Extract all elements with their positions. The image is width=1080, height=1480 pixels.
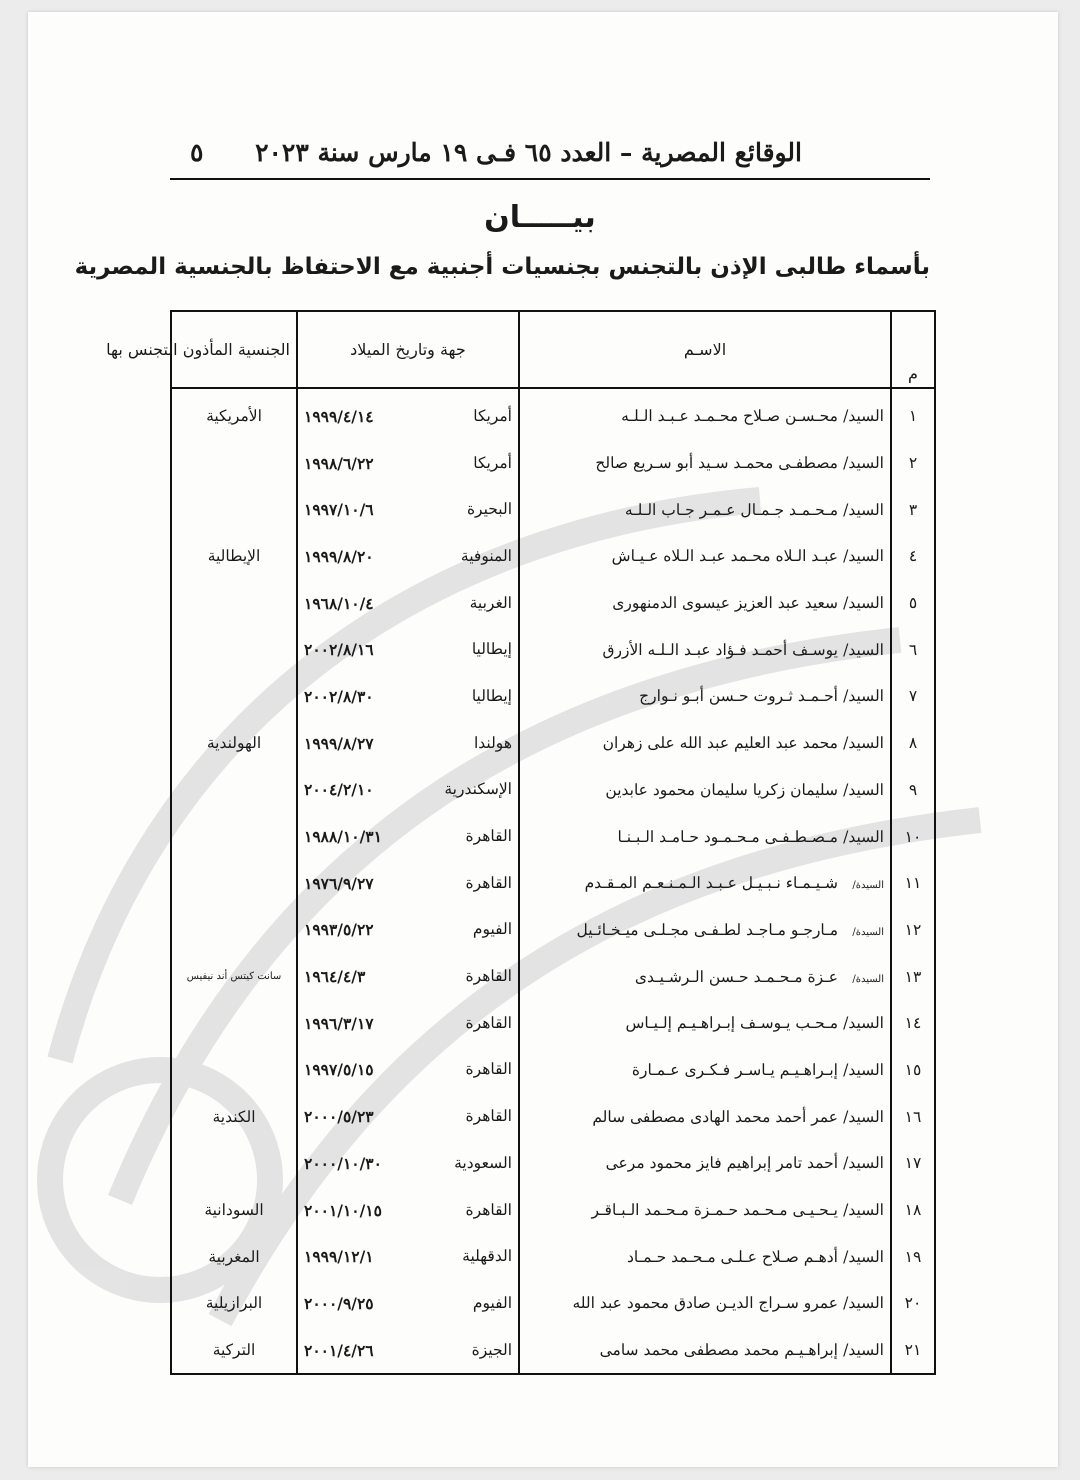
row-name: مـارجـو مـاجـد لطـفـى مجـلـى ميـخـائـيل — [576, 920, 838, 939]
row-birth-date: ١٩٦٨/١٠/٤ — [304, 593, 374, 613]
row-birth-cell — [297, 440, 519, 487]
row-birth-date: ١٩٧٦/٩/٢٧ — [304, 873, 374, 893]
table-row — [171, 1000, 935, 1047]
row-name-cell — [519, 767, 891, 814]
row-birth-place: أمريكا — [473, 406, 512, 425]
row-birth-place: المنوفية — [460, 546, 512, 565]
row-name: يوسـف أحمـد فـؤاد عبـد الـلـه الأزرق — [602, 640, 838, 659]
row-birth-date: ٢٠٠١/١٠/١٥ — [304, 1200, 382, 1220]
row-number: ٥ — [891, 580, 935, 627]
document-title: بيـــــان — [484, 200, 596, 235]
row-name: إبـراهـيـم يـاسـر فـكـرى عـمـارة — [631, 1060, 838, 1079]
row-name-cell — [519, 907, 891, 954]
row-birth-date: ١٩٨٨/١٠/٣١ — [304, 827, 382, 847]
row-name-cell — [519, 673, 891, 720]
row-birth-place: القاهرة — [465, 873, 512, 892]
row-birth-date: ١٩٩٩/٨/٢٠ — [304, 546, 374, 566]
row-birth-date: ٢٠٠٠/٥/٢٣ — [304, 1107, 374, 1127]
row-birth-place: القاهرة — [465, 1060, 512, 1079]
table-row — [171, 440, 935, 487]
table-row — [171, 720, 935, 767]
table-row — [171, 1140, 935, 1187]
row-birth-cell — [297, 580, 519, 627]
table-row — [171, 813, 935, 860]
row-birth-place: إيطاليا — [471, 686, 512, 705]
row-name-cell — [519, 1187, 891, 1234]
row-title: السيد/ — [843, 1154, 884, 1173]
row-number: ٧ — [891, 673, 935, 720]
row-title: السيد/ — [843, 1060, 884, 1079]
row-birth-cell — [297, 486, 519, 533]
row-number: ١٥ — [891, 1047, 935, 1094]
row-title: السيد/ — [843, 547, 884, 566]
row-name-cell — [519, 1047, 891, 1094]
row-title: السيد/ — [843, 407, 884, 426]
row-title: السيدة/ — [852, 973, 884, 985]
table-row — [171, 1327, 935, 1375]
row-number: ١٧ — [891, 1140, 935, 1187]
row-birth-place: الغربية — [469, 593, 512, 612]
row-name: عـزة مـحـمـد حـسن الـرشـيـدى — [634, 967, 838, 986]
row-name-cell — [519, 626, 891, 673]
row-nationality: سانت كيتس أند نيفيس — [171, 953, 297, 1000]
row-name: سعيد عبد العزيز عيسوى الدمنهورى — [612, 594, 838, 613]
row-number: ١٨ — [891, 1187, 935, 1234]
row-birth-cell — [297, 813, 519, 860]
row-number: ١٩ — [891, 1233, 935, 1280]
row-birth-date: ١٩٩٩/٨/٢٧ — [304, 733, 374, 753]
row-birth-cell — [297, 1327, 519, 1375]
row-birth-cell — [297, 1047, 519, 1094]
row-title: السيد/ — [843, 1201, 884, 1220]
row-nationality: الكندية — [171, 1093, 297, 1140]
row-birth-cell — [297, 626, 519, 673]
row-birth-date: ٢٠٠٠/١٠/٣٠ — [304, 1153, 382, 1173]
row-title: السيدة/ — [852, 880, 884, 892]
row-name: سليمان زكريا سليمان محمود عابدين — [605, 780, 838, 799]
row-title: السيد/ — [843, 1247, 884, 1266]
row-birth-cell — [297, 907, 519, 954]
table-row — [171, 1093, 935, 1140]
row-name-cell — [519, 953, 891, 1000]
header-no: م — [891, 311, 935, 388]
row-number: ١٣ — [891, 953, 935, 1000]
row-nationality: الإيطالية — [171, 533, 297, 580]
row-birth-place: القاهرة — [465, 967, 512, 986]
row-birth-date: ١٩٩٨/٦/٢٢ — [304, 453, 374, 473]
row-name: أحـمـد ثـروت حـسن أبـو نـوارج — [639, 687, 838, 706]
row-birth-cell — [297, 533, 519, 580]
row-birth-place: إيطاليا — [471, 640, 512, 659]
row-number: ١١ — [891, 860, 935, 907]
row-name-cell — [519, 1233, 891, 1280]
row-number: ٢ — [891, 440, 935, 487]
header-title: الوقائع المصرية – العدد ٦٥ فـى ١٩ مارس سنة ٢٠٢٣ — [255, 138, 802, 167]
row-title: السيد/ — [843, 780, 884, 799]
row-birth-date: ٢٠٠٢/٨/٣٠ — [304, 686, 374, 706]
row-name-cell — [519, 486, 891, 533]
table-row — [171, 673, 935, 720]
row-title: السيد/ — [843, 1107, 884, 1126]
row-birth-place: الدقهلية — [462, 1247, 512, 1266]
table-row — [171, 953, 935, 1000]
row-name-cell — [519, 1140, 891, 1187]
row-number: ١٦ — [891, 1093, 935, 1140]
table-row — [171, 388, 935, 440]
row-nationality — [171, 580, 297, 627]
row-birth-cell — [297, 767, 519, 814]
row-title: السيد/ — [843, 827, 884, 846]
table-row — [171, 1187, 935, 1234]
table-row — [171, 533, 935, 580]
row-name: شـيـمـاء نـبـيـل عـبـد الـمـنـعـم المـقـدم — [584, 874, 838, 893]
row-number: ٩ — [891, 767, 935, 814]
row-birth-cell — [297, 860, 519, 907]
row-birth-date: ١٩٩٣/٥/٢٢ — [304, 920, 374, 940]
row-name-cell — [519, 580, 891, 627]
table-row — [171, 486, 935, 533]
row-name: أدهـم صـلاح عـلـى مـحـمد حـمـاد — [626, 1247, 838, 1266]
header-name: الاسـم — [519, 311, 891, 388]
row-nationality: التركية — [171, 1327, 297, 1375]
header-nationality: الجنسية المأذون التجنس بها — [171, 311, 297, 388]
row-birth-cell — [297, 1140, 519, 1187]
row-name: مـحـب يـوسـف إبـراهـيـم إلـيـاس — [625, 1014, 838, 1033]
row-number: ٢٠ — [891, 1280, 935, 1327]
row-birth-date: ٢٠٠٠/٩/٢٥ — [304, 1293, 374, 1313]
row-name: مـصـطـفـى مـحـمـود حـامـد الـبـنـا — [617, 827, 838, 846]
row-number: ١٠ — [891, 813, 935, 860]
row-nationality — [171, 1000, 297, 1047]
row-nationality — [171, 626, 297, 673]
row-name-cell — [519, 813, 891, 860]
row-name-cell — [519, 720, 891, 767]
table-row — [171, 767, 935, 814]
row-birth-cell — [297, 388, 519, 440]
row-nationality: الأمريكية — [171, 388, 297, 440]
row-title: السيد/ — [843, 500, 884, 519]
row-name-cell — [519, 860, 891, 907]
table-row — [171, 1047, 935, 1094]
row-name: عمر أحمد محمد الهادى مصطفى سالم — [592, 1107, 838, 1126]
row-name: محمد عبد العليم عبد الله على زهران — [602, 734, 838, 753]
header-birth: جهة وتاريخ الميلاد — [297, 311, 519, 388]
row-name-cell — [519, 440, 891, 487]
row-nationality — [171, 767, 297, 814]
row-nationality: الهولندية — [171, 720, 297, 767]
row-name: عبـد الـلاه محـمد عبـد الـلاه عـيـاش — [611, 547, 838, 566]
row-birth-place: الجيزة — [471, 1340, 512, 1359]
row-title: السيد/ — [843, 734, 884, 753]
row-number: ٢١ — [891, 1327, 935, 1375]
row-birth-place: القاهرة — [465, 827, 512, 846]
row-nationality — [171, 1047, 297, 1094]
row-birth-date: ١٩٦٤/٤/٣ — [304, 967, 366, 987]
row-nationality: السودانية — [171, 1187, 297, 1234]
row-birth-place: السعودية — [454, 1153, 512, 1172]
table-row — [171, 907, 935, 954]
row-birth-cell — [297, 673, 519, 720]
row-birth-date: ١٩٩٧/٥/١٥ — [304, 1060, 374, 1080]
row-birth-place: الفيوم — [472, 920, 512, 939]
table-row — [171, 1233, 935, 1280]
row-birth-cell — [297, 1000, 519, 1047]
row-birth-place: القاهرة — [465, 1013, 512, 1032]
row-birth-date: ١٩٩٩/٤/١٤ — [304, 406, 374, 426]
row-birth-date: ٢٠٠١/٤/٢٦ — [304, 1340, 374, 1360]
row-nationality — [171, 440, 297, 487]
row-number: ١٤ — [891, 1000, 935, 1047]
naturalization-table — [106, 310, 936, 1375]
row-birth-cell — [297, 720, 519, 767]
row-name: مصطفـى محمـد سـيد أبو سـريع صالح — [595, 454, 838, 473]
row-number: ١ — [891, 388, 935, 440]
page-header — [170, 138, 930, 180]
row-birth-place: الإسكندرية — [444, 780, 512, 799]
row-number: ٨ — [891, 720, 935, 767]
row-name-cell — [519, 1000, 891, 1047]
row-nationality: البرازيلية — [171, 1280, 297, 1327]
row-name-cell — [519, 388, 891, 440]
row-birth-cell — [297, 1280, 519, 1327]
row-nationality — [171, 673, 297, 720]
row-title: السيد/ — [843, 1294, 884, 1313]
document-subtitle: بأسماء طالبى الإذن بالتجنس بجنسيات أجنبية مع الاحتفاظ بالجنسية المصرية — [74, 254, 930, 280]
row-number: ٦ — [891, 626, 935, 673]
row-nationality: المغربية — [171, 1233, 297, 1280]
row-title: السيد/ — [843, 594, 884, 613]
row-birth-place: القاهرة — [465, 1107, 512, 1126]
page-number: ٥ — [190, 138, 204, 167]
row-title: السيد/ — [843, 640, 884, 659]
row-birth-place: القاهرة — [465, 1200, 512, 1219]
row-nationality — [171, 813, 297, 860]
row-birth-cell — [297, 1233, 519, 1280]
row-name: إبراهـيـم محمد مصطفى محمد سامى — [599, 1341, 838, 1360]
row-birth-place: أمريكا — [473, 453, 512, 472]
row-nationality — [171, 1140, 297, 1187]
row-birth-place: البحيرة — [466, 500, 512, 519]
row-name-cell — [519, 1327, 891, 1375]
row-birth-date: ١٩٩٩/١٢/١ — [304, 1247, 374, 1267]
row-birth-date: ٢٠٠٢/٨/١٦ — [304, 640, 374, 660]
row-birth-cell — [297, 1093, 519, 1140]
row-name: يـحـيـى مـحـمد حـمـزة مـحـمد الـبـاقـر — [591, 1201, 838, 1220]
table-row — [171, 626, 935, 673]
table-row — [171, 860, 935, 907]
row-birth-date: ١٩٩٧/١٠/٦ — [304, 500, 374, 520]
row-name: أحمد تامر إبراهيم فايز محمود مرعى — [605, 1154, 838, 1173]
row-birth-date: ٢٠٠٤/٢/١٠ — [304, 780, 374, 800]
row-birth-cell — [297, 953, 519, 1000]
row-number: ١٢ — [891, 907, 935, 954]
row-name-cell — [519, 1280, 891, 1327]
row-nationality — [171, 907, 297, 954]
row-title: السيدة/ — [852, 926, 884, 938]
row-number: ٤ — [891, 533, 935, 580]
table-row — [171, 1280, 935, 1327]
row-name: محـسـن صـلاح محـمـد عـبـد الـلـه — [621, 407, 838, 426]
row-name-cell — [519, 533, 891, 580]
table-row — [171, 580, 935, 627]
row-name: عمرو سـراج الديـن صادق محمود عبد الله — [572, 1294, 838, 1313]
row-title: السيد/ — [843, 1341, 884, 1360]
row-title: السيد/ — [843, 454, 884, 473]
row-birth-place: الفيوم — [472, 1293, 512, 1312]
row-birth-date: ١٩٩٦/٣/١٧ — [304, 1013, 374, 1033]
table-header-row — [171, 311, 935, 388]
row-number: ٣ — [891, 486, 935, 533]
row-birth-cell — [297, 1187, 519, 1234]
row-nationality — [171, 860, 297, 907]
row-title: السيد/ — [843, 1014, 884, 1033]
row-name: مـحـمـد جـمـال عـمـر جـاب الـلـه — [624, 500, 838, 519]
row-title: السيد/ — [843, 687, 884, 706]
row-name-cell — [519, 1093, 891, 1140]
row-birth-place: هولندا — [473, 733, 512, 752]
row-nationality — [171, 486, 297, 533]
